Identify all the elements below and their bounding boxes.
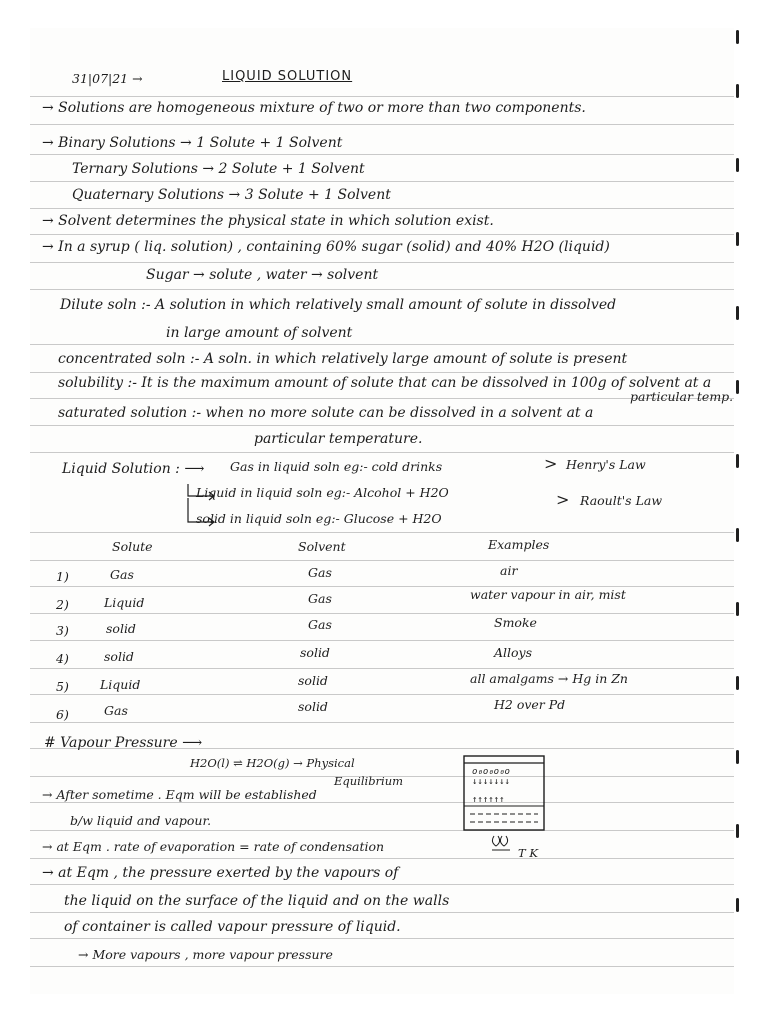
raoults-law-label: Raoult's Law — [580, 493, 663, 508]
ruled-line — [30, 884, 734, 885]
svg-text:↓↓↓↓↓↓↓: ↓↓↓↓↓↓↓ — [472, 777, 510, 787]
brace-henry: > — [544, 454, 558, 473]
note-line-binary: → Binary Solutions → 1 Solute + 1 Solvent — [42, 135, 343, 151]
ruled-line — [30, 668, 734, 669]
def-dilute: Dilute soln :- A solution in which relatively small amount of solute in dissolved — [60, 297, 617, 313]
table-cell-example: H2 over Pd — [494, 697, 566, 712]
binder-mark — [736, 898, 739, 912]
liquid-solution-liquid: Liquid in liquid soln eg:- Alcohol + H2O — [196, 485, 449, 500]
ruled-line — [30, 234, 734, 235]
vapour-equation: H2O(l) ⇌ H2O(g) → Physical — [190, 756, 355, 770]
table-cell-solvent: Gas — [308, 565, 332, 580]
table-row-num: 5) — [56, 679, 69, 694]
ruled-line — [30, 586, 734, 587]
binder-mark — [736, 824, 739, 838]
ruled-line — [30, 154, 734, 155]
ruled-line — [30, 640, 734, 641]
ruled-line — [30, 830, 734, 831]
table-cell-solute: solid — [104, 649, 134, 664]
table-cell-solvent: solid — [300, 645, 330, 660]
note-line-quaternary: Quaternary Solutions → 3 Solute + 1 Solvent — [72, 187, 391, 203]
def-saturated-cont: particular temperature. — [254, 431, 423, 447]
note-line-sugar: Sugar → solute , water → solvent — [146, 267, 379, 283]
ruled-line — [30, 372, 734, 373]
page-date: 31|07|21 → — [72, 71, 143, 86]
vapour-line: b/w liquid and vapour. — [70, 813, 212, 828]
ruled-line — [30, 722, 734, 723]
table-cell-example: water vapour in air, mist — [470, 587, 626, 602]
liquid-solution-label: Liquid Solution : ⟶ — [62, 461, 205, 477]
table-cell-solute: Liquid — [100, 677, 141, 692]
ruled-line — [30, 398, 734, 399]
binder-mark — [736, 84, 739, 98]
note-line-ternary: Ternary Solutions → 2 Solute + 1 Solvent — [72, 161, 365, 177]
vapour-line: of container is called vapour pressure of liquid. — [64, 919, 401, 935]
binder-mark — [736, 676, 739, 690]
binder-mark — [736, 602, 739, 616]
binder-mark — [736, 232, 739, 246]
liquid-solution-solid: solid in liquid soln eg:- Glucose + H2O — [196, 511, 442, 526]
binder-mark — [736, 528, 739, 542]
note-line-syrup: → In a syrup ( liq. solution) , containing 60% sugar (solid) and 40% H2O (liquid) — [42, 239, 610, 255]
table-header-examples: Examples — [488, 537, 550, 552]
ruled-line — [30, 96, 734, 97]
def-solubility: solubility :- It is the maximum amount of solute that can be dissolved in 100g of solvent at a — [58, 375, 712, 391]
vapour-equilibrium: Equilibrium — [334, 774, 404, 788]
ruled-line — [30, 532, 734, 533]
ruled-line — [30, 694, 734, 695]
binder-mark — [736, 306, 739, 320]
ruled-line — [30, 124, 734, 125]
table-cell-example: air — [500, 563, 518, 578]
table-cell-example: Smoke — [494, 615, 537, 630]
binder-mark — [736, 454, 739, 468]
ruled-line — [30, 208, 734, 209]
table-cell-example: Alloys — [494, 645, 533, 660]
binder-mark — [736, 158, 739, 172]
diagram-temperature-label: T K — [518, 846, 538, 860]
def-saturated: saturated solution :- when no more solute can be dissolved in a solvent at a — [58, 405, 594, 421]
ruled-line — [30, 966, 734, 967]
ruled-line — [30, 452, 734, 453]
ruled-line — [30, 289, 734, 290]
vapour-line: the liquid on the surface of the liquid and on the walls — [64, 893, 450, 909]
vapour-pressure-heading: # Vapour Pressure ⟶ — [44, 735, 203, 751]
table-cell-solvent: solid — [298, 673, 328, 688]
svg-text:o₀o₀o₀o: o₀o₀o₀o — [472, 767, 510, 777]
ruled-line — [30, 613, 734, 614]
table-row-num: 4) — [56, 651, 69, 666]
liquid-solution-gas: Gas in liquid soln eg:- cold drinks — [230, 459, 443, 474]
ruled-line — [30, 858, 734, 859]
table-cell-solute: Liquid — [104, 595, 145, 610]
ruled-line — [30, 262, 734, 263]
note-line-solvent-state: → Solvent determines the physical state in which solution exist. — [42, 213, 494, 229]
vapour-line: → More vapours , more vapour pressure — [78, 947, 333, 962]
binder-mark — [736, 380, 739, 394]
ruled-line — [30, 181, 734, 182]
ruled-line — [30, 560, 734, 561]
table-row-num: 2) — [56, 597, 69, 612]
branch-arrows — [180, 484, 220, 530]
ruled-line — [30, 344, 734, 345]
table-cell-solute: solid — [106, 621, 136, 636]
def-solubility-cont: particular temp. — [630, 389, 734, 404]
def-dilute-cont: in large amount of solvent — [166, 325, 353, 341]
table-cell-solute: Gas — [104, 703, 128, 718]
table-cell-solute: Gas — [110, 567, 134, 582]
table-header-solvent: Solvent — [298, 539, 346, 554]
binder-mark — [736, 30, 739, 44]
table-cell-solvent: Gas — [308, 591, 332, 606]
table-header-solute: Solute — [112, 539, 153, 554]
svg-text:↑↑↑↑↑↑: ↑↑↑↑↑↑ — [472, 795, 505, 805]
brace-raoult: > — [556, 490, 570, 509]
table-cell-solvent: solid — [298, 699, 328, 714]
table-cell-solvent: Gas — [308, 617, 332, 632]
ruled-line — [30, 938, 734, 939]
vapour-line: → After sometime . Eqm will be established — [42, 787, 317, 802]
binder-mark — [736, 750, 739, 764]
vapour-line: → at Eqm . rate of evaporation = rate of condensation — [42, 839, 385, 854]
vapour-line: → at Eqm , the pressure exerted by the vapours of — [42, 865, 399, 881]
henrys-law-label: Henry's Law — [566, 457, 646, 472]
table-row-num: 3) — [56, 623, 69, 638]
table-row-num: 6) — [56, 707, 69, 722]
table-cell-example: all amalgams → Hg in Zn — [470, 671, 628, 686]
note-line-homogeneous: → Solutions are homogeneous mixture of two or more than two components. — [42, 100, 586, 116]
def-concentrated: concentrated soln :- A soln. in which relatively large amount of solute is present — [58, 351, 628, 367]
ruled-line — [30, 425, 734, 426]
table-row-num: 1) — [56, 569, 69, 584]
ruled-line — [30, 912, 734, 913]
page-title: LIQUID SOLUTION — [222, 69, 353, 84]
